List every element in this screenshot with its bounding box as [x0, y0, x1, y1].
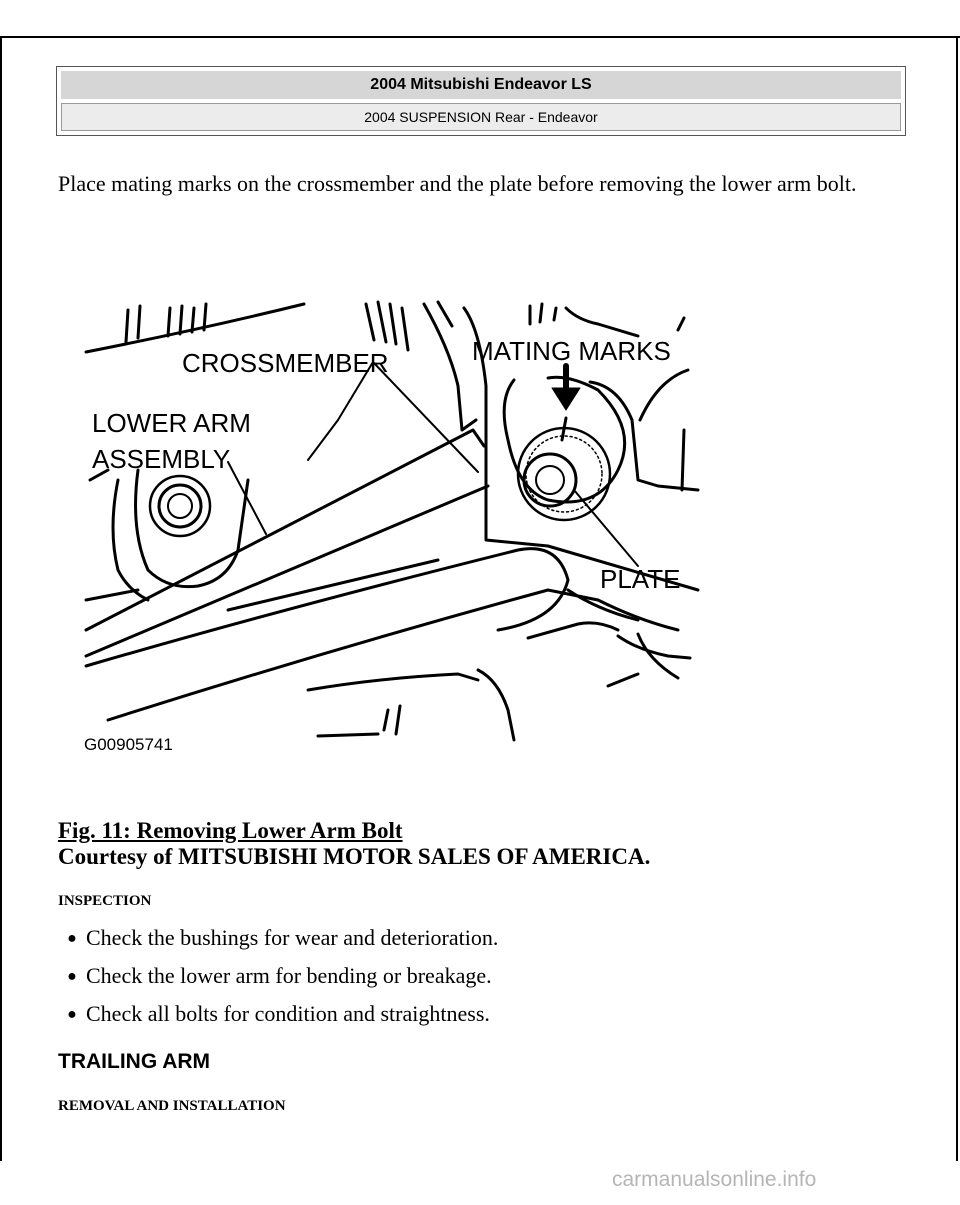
figure-courtesy: Courtesy of MITSUBISHI MOTOR SALES OF AMERICA.	[58, 844, 651, 869]
subheading-removal-installation: REMOVAL AND INSTALLATION	[58, 1098, 286, 1114]
bullet-icon: ●	[67, 1006, 77, 1023]
watermark: carmanualsonline.info	[612, 1168, 817, 1191]
document-header	[56, 66, 906, 136]
label-assembly: ASSEMBLY	[92, 444, 231, 474]
bullet-icon: ●	[67, 968, 77, 985]
label-crossmember: CROSSMEMBER	[182, 348, 389, 378]
section-heading-trailing-arm: TRAILING ARM	[58, 1050, 211, 1073]
label-mating-marks: MATING MARKS	[472, 336, 671, 366]
figure-illustration	[78, 290, 708, 762]
bullet-icon: ●	[67, 930, 77, 947]
figure-caption[interactable]: Fig. 11: Removing Lower Arm Bolt	[58, 818, 403, 843]
page-frame-right	[956, 36, 958, 1161]
inspection-list	[58, 924, 498, 1038]
intro-paragraph: Place mating marks on the crossmember and the plate before removing the lower arm bolt.	[58, 171, 857, 196]
list-item-text: Check all bolts for condition and straightness.	[86, 1001, 490, 1026]
section-heading-inspection: INSPECTION	[58, 893, 152, 909]
list-item-text: Check the lower arm for bending or breakage.	[86, 963, 492, 988]
list-item	[58, 962, 498, 1000]
page-frame-left	[0, 36, 2, 1161]
figure-code: G00905741	[84, 735, 173, 754]
figure-lower-arm-bolt	[78, 290, 708, 762]
label-lower-arm: LOWER ARM	[92, 408, 251, 438]
list-item	[58, 924, 498, 962]
label-plate: PLATE	[600, 564, 681, 594]
right-bolt-plate	[518, 428, 610, 520]
left-bolt	[150, 476, 210, 536]
page-frame-top	[0, 36, 960, 38]
list-item-text: Check the bushings for wear and deterioration.	[86, 925, 499, 950]
header-subtitle: 2004 SUSPENSION Rear - Endeavor	[61, 103, 901, 131]
header-title: 2004 Mitsubishi Endeavor LS	[61, 71, 901, 99]
list-item	[58, 1000, 498, 1038]
